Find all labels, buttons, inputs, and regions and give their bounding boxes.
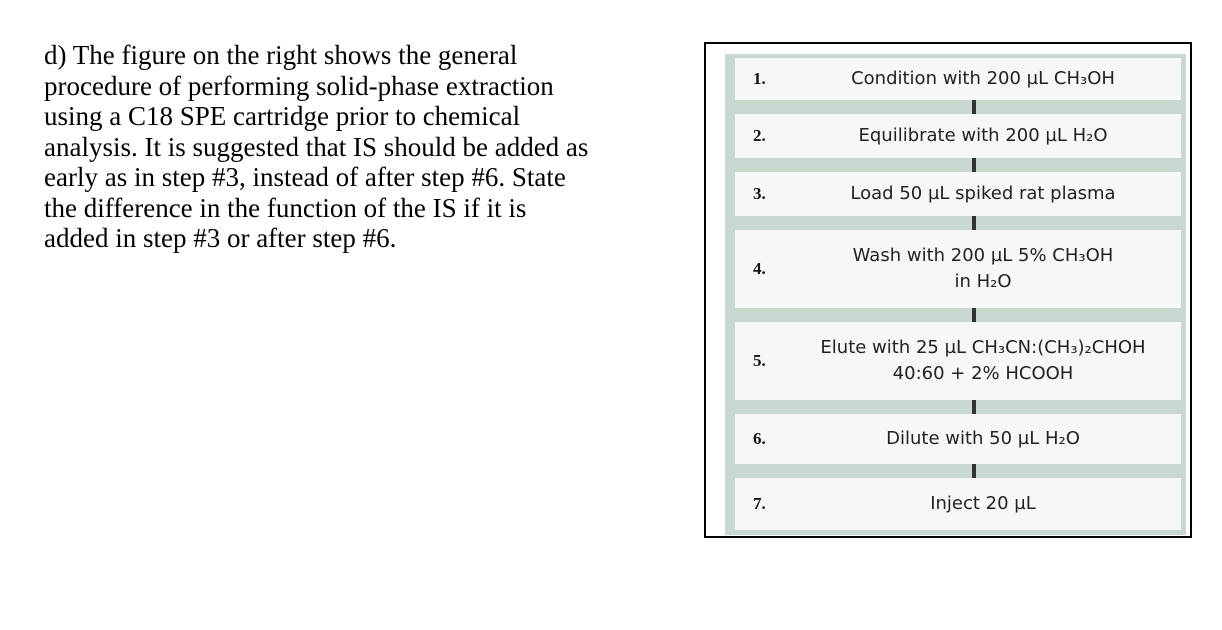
step-connector (972, 100, 976, 114)
question-line: added in step #3 or after step #6. (44, 223, 397, 253)
step-5 (735, 322, 1181, 400)
step-4 (735, 230, 1181, 308)
step-number: 2. (753, 126, 766, 145)
question-line: using a C18 SPE cartridge prior to chemical (44, 101, 521, 131)
step-number: 5. (753, 351, 766, 370)
step-description (795, 491, 1171, 517)
step-line: Elute with 25 µL CH₃CN:(CH₃)₂CHOH (820, 337, 1146, 358)
question-line: d) The figure on the right shows the general (44, 40, 518, 70)
step-line: Dilute with 50 µL H₂O (886, 428, 1080, 449)
step-connector (972, 158, 976, 172)
question-line: procedure of performing solid-phase extraction (44, 70, 554, 101)
step-connector (972, 400, 976, 414)
procedure-background (725, 54, 1186, 535)
step-description (795, 181, 1171, 207)
step-number: 6. (753, 429, 766, 448)
question-text (44, 40, 684, 254)
question-line: early as in step #3, instead of after step #6. State (44, 162, 566, 192)
step-6 (735, 414, 1181, 464)
step-line: Inject 20 µL (930, 493, 1036, 514)
step-number: 3. (753, 184, 766, 203)
step-7 (735, 478, 1181, 530)
step-number: 7. (753, 494, 766, 513)
spe-procedure-figure (704, 42, 1192, 538)
step-description (795, 426, 1171, 452)
step-line: Condition with 200 µL CH₃OH (851, 68, 1115, 89)
step-2 (735, 114, 1181, 158)
question-line: the difference in the function of the IS if it is (44, 192, 527, 223)
question-line: analysis. It is suggested that IS should be added as (44, 131, 589, 162)
step-connector (972, 464, 976, 478)
step-number: 1. (753, 69, 766, 88)
step-line: Wash with 200 µL 5% CH₃OH (852, 245, 1114, 266)
step-connector (972, 216, 976, 230)
step-description (795, 66, 1171, 92)
step-description (795, 123, 1171, 149)
step-line: 40:60 + 2% HCOOH (892, 363, 1074, 384)
step-line: Equilibrate with 200 µL H₂O (858, 125, 1108, 146)
step-1 (735, 58, 1181, 100)
step-description (795, 335, 1171, 387)
step-connector (972, 308, 976, 322)
step-number: 4. (753, 259, 766, 278)
step-3 (735, 172, 1181, 216)
step-line: Load 50 µL spiked rat plasma (850, 183, 1116, 204)
step-description (795, 243, 1171, 295)
step-line: in H₂O (954, 271, 1012, 292)
